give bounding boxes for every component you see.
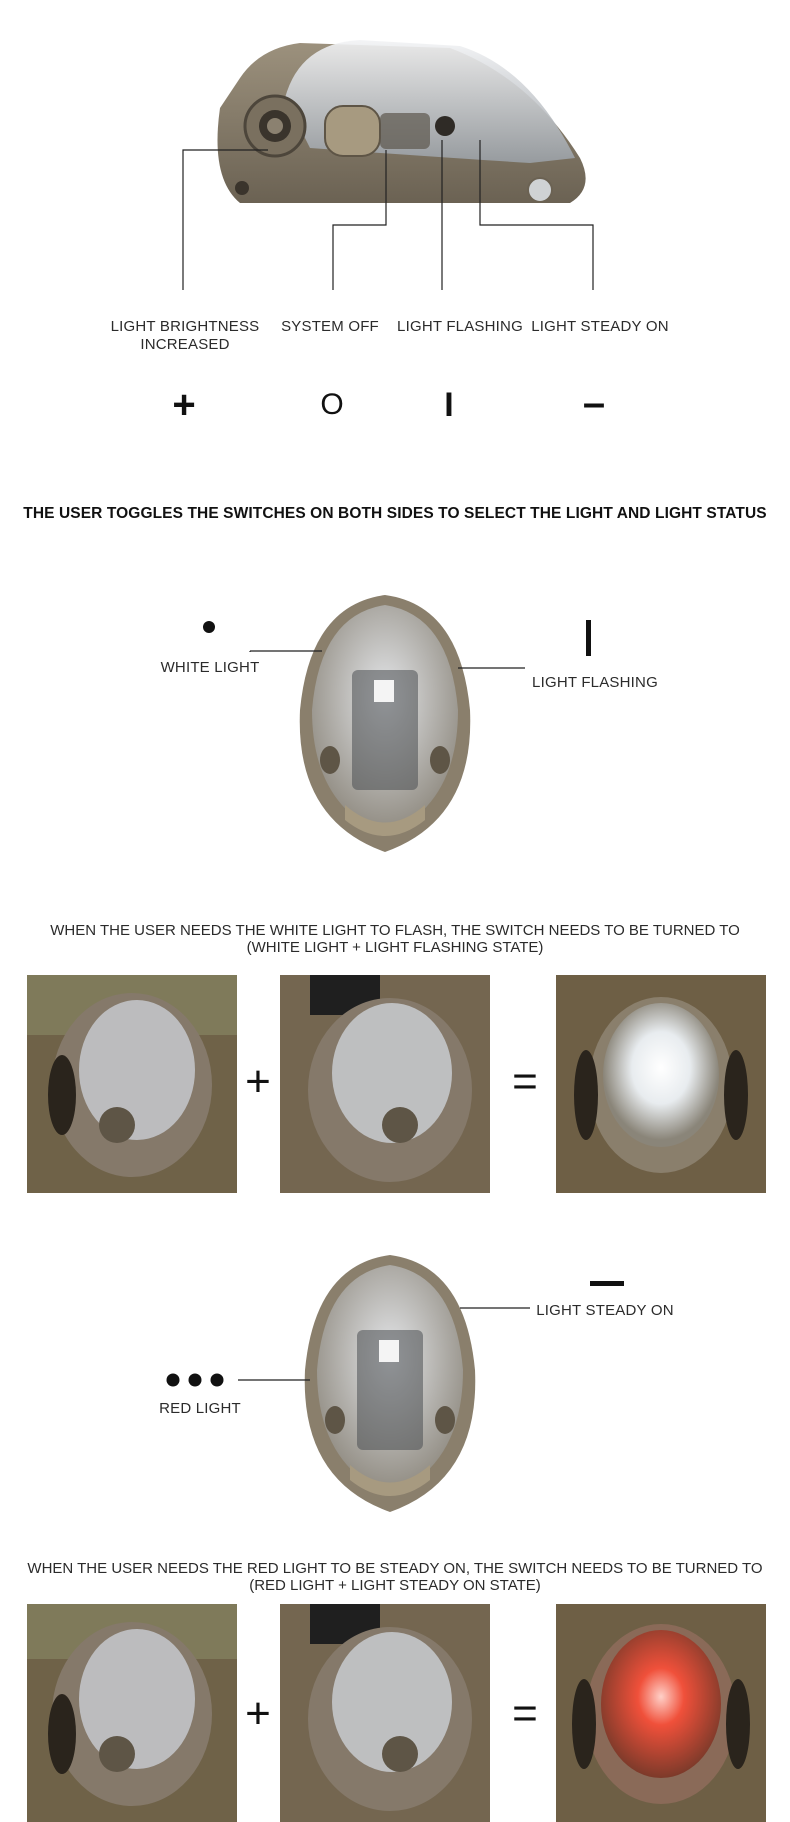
toggle-heading: THE USER TOGGLES THE SWITCHES ON BOTH SIDES TO SELECT THE LIGHT AND LIGHT STATUS — [23, 505, 767, 522]
helmet-photo-red-2 — [280, 1604, 490, 1822]
leader-lines — [0, 0, 790, 320]
white-equals-operator: = — [512, 1057, 538, 1106]
red-diagram-leaders — [0, 1240, 790, 1530]
helmet-photo-red-lit — [556, 1604, 766, 1822]
label-light-brightness: LIGHT BRIGHTNESS INCREASED — [110, 318, 260, 353]
red-light-caption — [20, 1560, 770, 1594]
red-caption-line-2: (RED LIGHT + LIGHT STEADY ON STATE) — [249, 1577, 541, 1594]
white-photos-row — [0, 975, 790, 1193]
plus-symbol: + — [172, 383, 196, 427]
red-photos-row — [0, 1604, 790, 1822]
helmet-photo-white-lit — [556, 975, 766, 1193]
white-caption-line-1: WHEN THE USER NEEDS THE WHITE LIGHT TO FLASH, THE SWITCH NEEDS TO BE TURNED TO — [50, 922, 740, 939]
flashing-bar-icon — [585, 620, 593, 656]
steady-dash-icon — [590, 1280, 624, 1288]
flashing-symbol: I — [444, 386, 454, 424]
label-red-light: RED LIGHT — [159, 1400, 241, 1417]
label-light-flashing: LIGHT FLASHING — [397, 318, 523, 335]
top-device-diagram — [0, 0, 790, 427]
label-light-steady: LIGHT STEADY ON — [531, 318, 669, 335]
white-light-caption — [20, 922, 770, 956]
red-light-diagram — [0, 1240, 790, 1530]
helmet-photo-white-1 — [27, 975, 237, 1193]
helmet-photo-red-1 — [27, 1604, 237, 1822]
white-light-diagram — [0, 570, 790, 870]
red-equals-operator: = — [512, 1689, 538, 1738]
white-diagram-leaders — [0, 570, 790, 870]
steady-symbol: – — [582, 381, 606, 425]
white-caption-line-2: (WHITE LIGHT + LIGHT FLASHING STATE) — [246, 939, 544, 956]
red-light-dots-icon — [165, 1372, 225, 1388]
red-plus-operator: + — [245, 1689, 271, 1738]
red-caption-line-1: WHEN THE USER NEEDS THE RED LIGHT TO BE STEADY ON, THE SWITCH NEEDS TO BE TURNED TO — [27, 1560, 763, 1577]
off-symbol: O — [320, 388, 344, 421]
label-white-light: WHITE LIGHT — [160, 659, 260, 676]
white-plus-operator: + — [245, 1057, 271, 1106]
label-system-off: SYSTEM OFF — [281, 318, 379, 335]
white-light-dot-icon — [202, 620, 216, 634]
helmet-photo-white-2 — [280, 975, 490, 1193]
label-red-light-steady: LIGHT STEADY ON — [536, 1302, 674, 1319]
label-white-light-flashing: LIGHT FLASHING — [532, 674, 658, 691]
